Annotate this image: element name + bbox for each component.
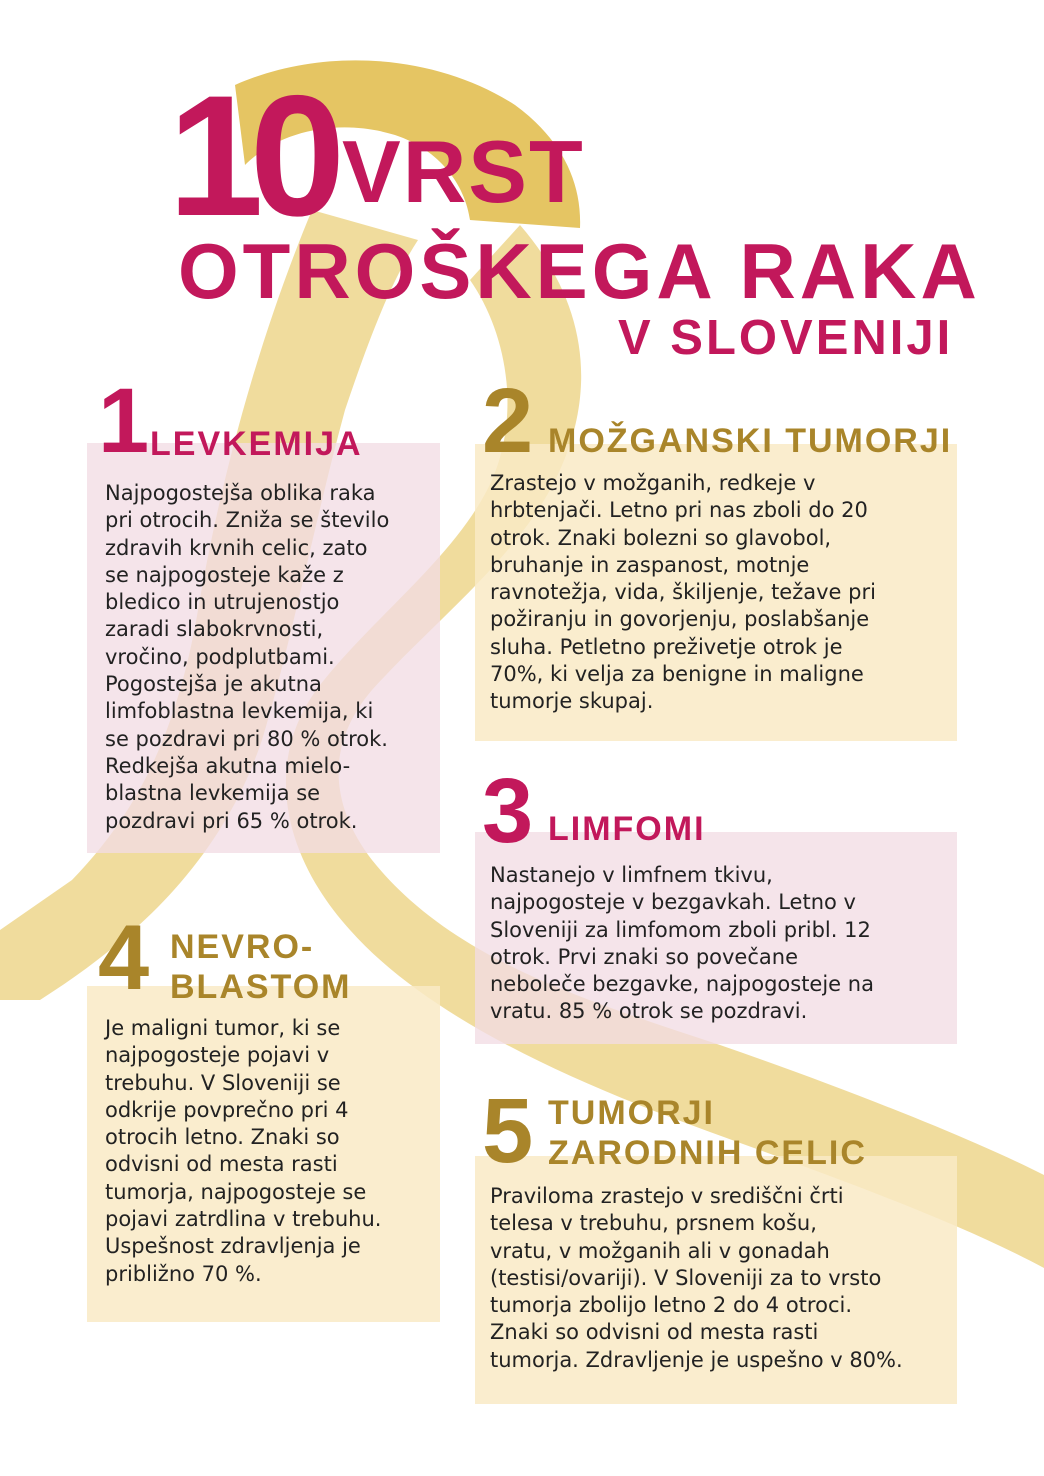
title-number: 10 — [168, 60, 332, 252]
section-2-heading: MOŽGANSKI TUMORJI — [548, 422, 953, 460]
section-2-text: Zrastejo v možganih, redkeje v hrbtenjači. Letno pri nas zboli do 20 otrok. Znaki bolezni so glavobol, bruhanje in zaspanost, motnje ravnotežja, vida, škiljenje, težave pri požiranju in govorjenju, poslabšanje sluha. Petletno preživetje otrok je 70%, ki velja za benigne in maligne tumorje skupaj. — [490, 471, 876, 714]
section-3-text: Nastanejo v limfnem tkivu, najpogosteje v bezgavkah. Letno v Sloveniji za limfomom zboli pribl. 12 otrok. Prvi znaki so povečane neboleče bezgavke, najpogosteje na vratu. 85 % otrok se pozdravi. — [490, 863, 874, 1024]
section-4-number: 4 — [98, 907, 150, 1009]
section-4-heading-line-1: NEVRO- — [170, 928, 315, 966]
section-2-number: 2 — [482, 370, 534, 472]
section-4-heading-line-2: BLASTOM — [170, 968, 352, 1006]
title-line-3: V SLOVENIJI — [618, 311, 954, 365]
section-3-heading: LIMFOMI — [548, 810, 706, 848]
section-1-number: 1 — [98, 370, 150, 472]
section-4-text: Je maligni tumor, ki se najpogosteje pojavi v trebuhu. V Sloveniji se odkrije povprečno pri 4 otrocih letno. Znaki so odvisni od mesta rasti tumorja, najpogosteje se pojavi zatrdlina v trebuhu. Uspešnost zdravljenja je približno 70 %. — [105, 1016, 382, 1286]
section-5-text: Praviloma zrastejo v središčni črti telesa v trebuhu, prsnem košu, vratu, v možganih ali v gonadah (testisi/ovariji). V Sloveniji za to vrsto tumorja zbolijo letno 2 do 4 otroci. Znaki so odvisni od mesta rasti tumorja. Zdravljenje je uspešno v 80%. — [490, 1184, 903, 1372]
section-5-number: 5 — [482, 1080, 534, 1182]
section-5-heading-line-1: TUMORJI — [548, 1094, 715, 1132]
title-line-1: VRST — [342, 122, 585, 221]
section-1-heading: LEVKEMIJA — [150, 425, 363, 463]
section-3-number: 3 — [482, 760, 534, 862]
section-1-text: Najpogostejša oblika raka pri otrocih. Zniža se število zdravih krvnih celic, zato se najpogosteje kaže z bledico in utrujenostjo zaradi slabokrvnosti, vročino, podplutbami. Pogostejša je akutna limfoblastna levkemija, ki se pozdravi pri 80 % otrok. Redkejša akutna mielo- blastna levkemija se pozdravi pri 65 % otrok. — [105, 481, 390, 833]
title-line-2: OTROŠKEGA RAKA — [178, 227, 981, 315]
section-5-heading-line-2: ZARODNIH CELIC — [548, 1134, 867, 1172]
